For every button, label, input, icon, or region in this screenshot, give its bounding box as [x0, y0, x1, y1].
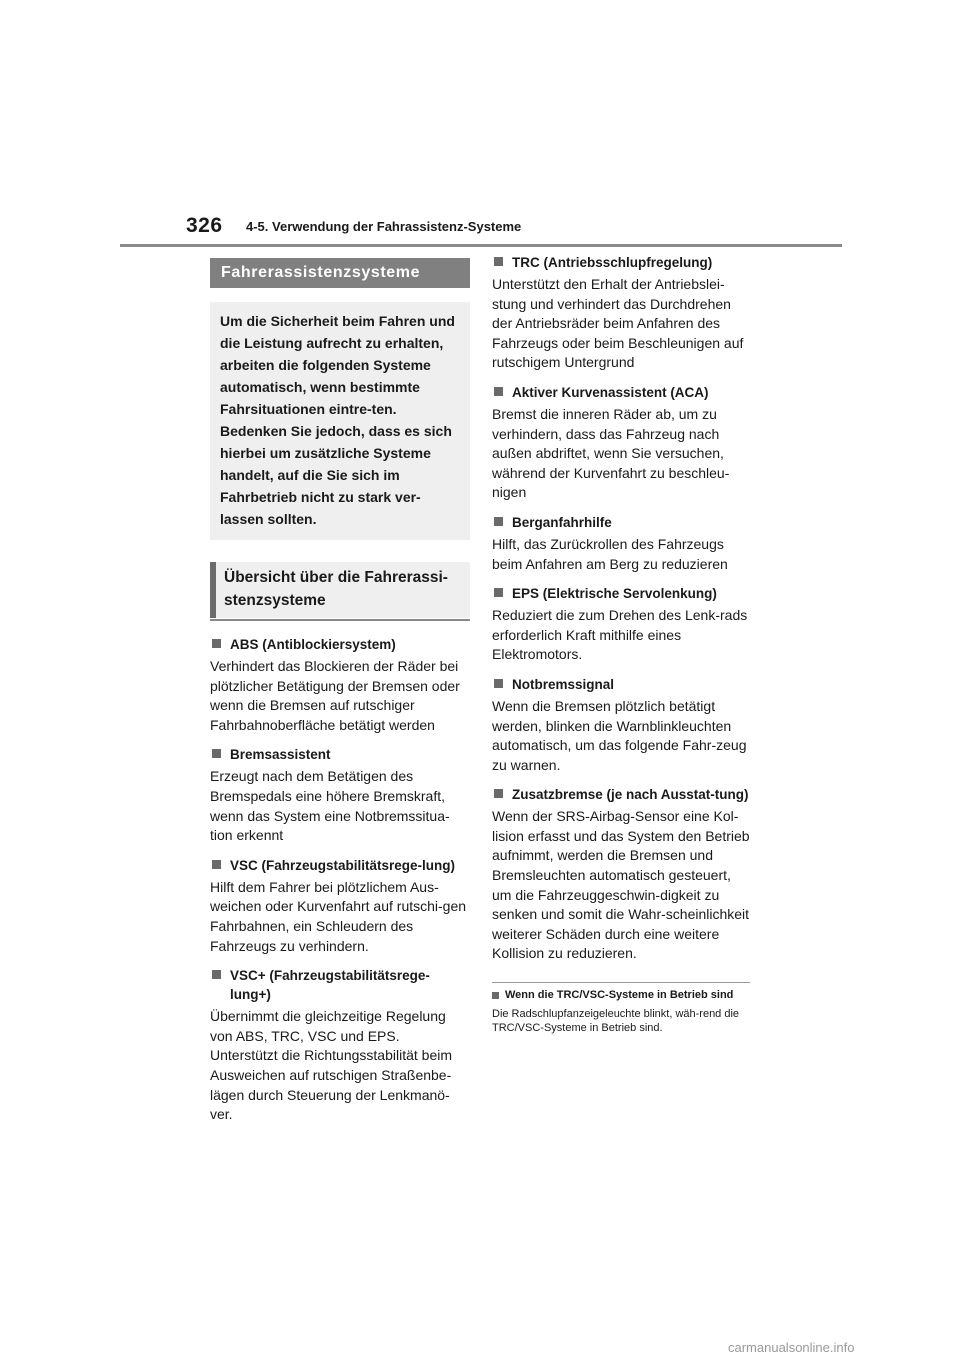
- feature-eps: [492, 584, 750, 665]
- square-bullet-icon: [212, 860, 221, 869]
- square-bullet-icon: [494, 517, 503, 526]
- feature-title: Berganfahrhilfe: [512, 514, 612, 530]
- square-bullet-icon: [212, 749, 221, 758]
- header-divider: [120, 244, 842, 247]
- note-text: Die Radschlupfanzeigeleuchte blinkt, wäh-rend die TRC/VSC-Systeme in Betrieb sind.: [492, 1008, 740, 1034]
- square-bullet-icon: [212, 639, 221, 648]
- feature-description: Verhindert das Blockieren der Räder bei plötzlicher Betätigung der Bremsen oder wenn die Bremsen auf rutschiger Fahrbahnoberfläche betätigt werden: [210, 658, 460, 733]
- feature-title: Aktiver Kurvenassistent (ACA): [512, 384, 709, 400]
- subsection-title: Übersicht über die Fahrerassi-stenzsysteme: [210, 562, 470, 618]
- feature-title: EPS (Elektrische Servolenkung): [512, 586, 717, 602]
- feature-berganfahrhilfe: [492, 513, 750, 574]
- feature-trc: [492, 253, 750, 373]
- square-bullet-icon: [494, 588, 503, 597]
- square-bullet-icon: [494, 387, 503, 396]
- feature-title: Notbremssignal: [512, 676, 615, 692]
- note-divider: [492, 982, 750, 983]
- feature-vsc-plus: [210, 966, 470, 1125]
- feature-title: TRC (Antriebsschlupfregelung): [512, 255, 713, 270]
- feature-title: Bremsassistent: [230, 747, 331, 763]
- feature-description: Übernimmt die gleichzeitige Regelung von ABS, TRC, VSC und EPS. Unterstützt die Richtungsstabilität beim Ausweichen auf rutschigen Straßenbe-lägen durch Steuerung der Lenkmanö-ver.: [210, 1008, 452, 1123]
- feature-aca: [492, 383, 750, 503]
- feature-title: VSC (Fahrzeugstabilitätsrege-lung): [230, 857, 456, 873]
- feature-title: VSC+ (Fahrzeugstabilitätsrege-lung+): [230, 968, 430, 1003]
- note-trc-vsc: [492, 989, 750, 1035]
- square-bullet-icon: [492, 992, 499, 999]
- feature-description: Hilft dem Fahrer bei plötzlichem Aus-weichen oder Kurvenfahrt auf rutschi-gen Fahrbahnen, ein Schleudern des Fahrzeugs zu verhindern.: [210, 878, 467, 954]
- feature-abs: [210, 635, 470, 735]
- feature-title: Zusatzbremse (je nach Ausstat-tung): [512, 787, 749, 803]
- square-bullet-icon: [212, 970, 221, 979]
- feature-bremsassistent: [210, 745, 470, 845]
- page-number: 326: [186, 214, 223, 237]
- feature-title: ABS (Antiblockiersystem): [230, 637, 396, 652]
- feature-description: Bremst die inneren Räder ab, um zu verhindern, dass das Fahrzeug nach außen abdriftet, wenn Sie versuchen, während der Kurvenfahrt zu beschleu-nigen: [492, 405, 730, 501]
- right-column: [492, 253, 750, 1035]
- feature-description: Reduziert die zum Drehen des Lenk-rads erforderlich Kraft mithilfe eines Elektromotors.: [492, 607, 748, 663]
- intro-text: Um die Sicherheit beim Fahren und die Leistung aufrecht zu erhalten, arbeiten die folgenden Systeme automatisch, wenn bestimmte Fahrsituationen eintre-ten. Bedenken Sie jedoch, dass es sich hierbei um zusätzliche Systeme handelt, auf die Sie sich im Fahrbetrieb nicht zu stark ver-lassen sollten.: [210, 302, 470, 540]
- feature-description: Hilft, das Zurückrollen des Fahrzeugs beim Anfahren am Berg zu reduzieren: [492, 535, 728, 572]
- watermark: carmanualsonline.info: [728, 1340, 855, 1355]
- feature-vsc: [210, 856, 470, 956]
- chapter-title: 4-5. Verwendung der Fahrassistenz-Systeme: [246, 219, 522, 234]
- feature-description: Wenn die Bremsen plötzlich betätigt werden, blinken die Warnblinkleuchten automatisch, um das folgende Fahr-zeug zu warnen.: [492, 697, 747, 773]
- square-bullet-icon: [494, 789, 503, 798]
- feature-description: Wenn der SRS-Airbag-Sensor eine Kol-lision erfasst und das System den Betrieb aufnimmt, werden die Bremsen und Bremsleuchten automatisch gesteuert, um die Fahrzeuggeschwin-digkeit zu senken und somit die Wahr-scheinlichkeit weiterer Schäden durch eine weitere Kollision zu reduzieren.: [492, 808, 750, 962]
- feature-list-left: [210, 635, 470, 1125]
- section-title: Fahrerassistenzsysteme: [210, 258, 470, 288]
- note-title: Wenn die TRC/VSC-Systeme in Betrieb sind: [505, 989, 734, 1002]
- square-bullet-icon: [494, 679, 503, 688]
- square-bullet-icon: [494, 257, 503, 266]
- left-column: [210, 258, 470, 1135]
- feature-description: Unterstützt den Erhalt der Antriebslei-stung und verhindert das Durchdrehen der Antriebsräder beim Anfahren des Fahrzeugs oder beim Beschleunigen auf rutschigem Untergrund: [492, 276, 744, 371]
- feature-description: Erzeugt nach dem Betätigen des Bremspedals eine höhere Bremskraft, wenn das System eine Notbremssitua-tion erkennt: [210, 768, 450, 844]
- feature-zusatzbremse: [492, 785, 750, 964]
- feature-notbremssignal: [492, 675, 750, 775]
